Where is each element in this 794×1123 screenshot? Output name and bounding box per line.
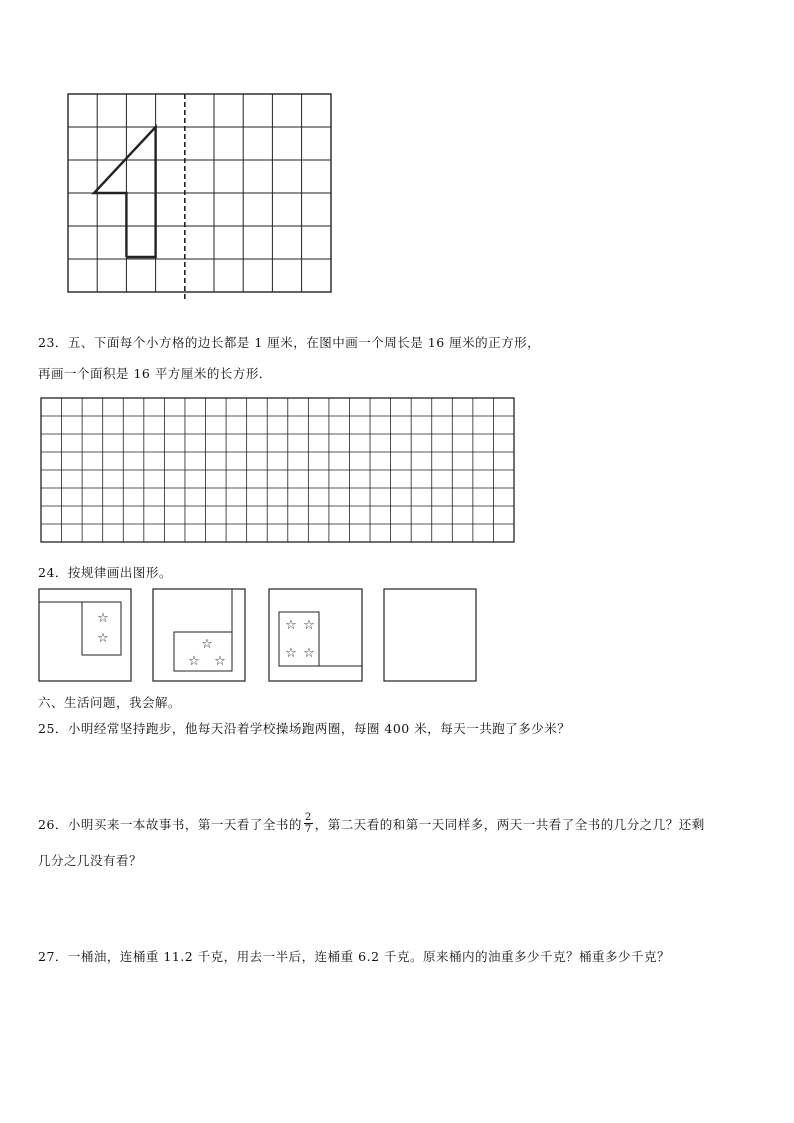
q26-part1: 26．小明买来一本故事书，第一天看了全书的 xyxy=(38,816,302,832)
star-icon: ☆ xyxy=(214,654,226,669)
star-icon: ☆ xyxy=(303,618,315,633)
q26-line2: 几分之几没有看？ xyxy=(38,853,143,868)
pattern-box-1 xyxy=(38,588,132,682)
fraction-denominator: 7 xyxy=(304,824,312,835)
q27-text: 27．一桶油，连桶重 11.2 千克，用去一半后，连桶重 6.2 千克。原来桶内的油重多少千克？桶重多少千克？ xyxy=(38,949,671,964)
q24-text: 24．按规律画出图形。 xyxy=(38,565,172,580)
symmetry-grid-figure xyxy=(66,92,334,302)
star-icon: ☆ xyxy=(201,637,213,652)
q25-text: 25．小明经常坚持跑步，他每天沿着学校操场跑两圈，每圈 400 米，每天一共跑了多少米？ xyxy=(38,721,571,736)
section6-title: 六、生活问题，我会解。 xyxy=(38,695,182,710)
fraction-two-sevenths xyxy=(304,812,313,835)
pattern-box-4-answer[interactable] xyxy=(383,588,477,682)
star-icon: ☆ xyxy=(285,646,297,661)
q26-part2: ，第二天看的和第一天同样多，两天一共看了全书的几分之几？还剩 xyxy=(314,816,705,832)
q23-line2: 再画一个面积是 16 平方厘米的长方形． xyxy=(38,366,272,381)
q23-line1: 23．五、下面每个小方格的边长都是 1 厘米，在图中画一个周长是 16 厘米的正方形， xyxy=(38,335,541,350)
pattern-box-3 xyxy=(268,588,364,682)
q26-line1 xyxy=(38,812,705,835)
star-icon: ☆ xyxy=(97,631,109,646)
star-icon: ☆ xyxy=(303,646,315,661)
star-icon: ☆ xyxy=(97,611,109,626)
fraction-numerator: 2 xyxy=(304,812,312,823)
drawing-grid[interactable] xyxy=(40,397,516,544)
star-icon: ☆ xyxy=(285,618,297,633)
star-icon: ☆ xyxy=(188,654,200,669)
shape-four xyxy=(94,127,156,257)
pattern-box-2 xyxy=(152,588,246,682)
